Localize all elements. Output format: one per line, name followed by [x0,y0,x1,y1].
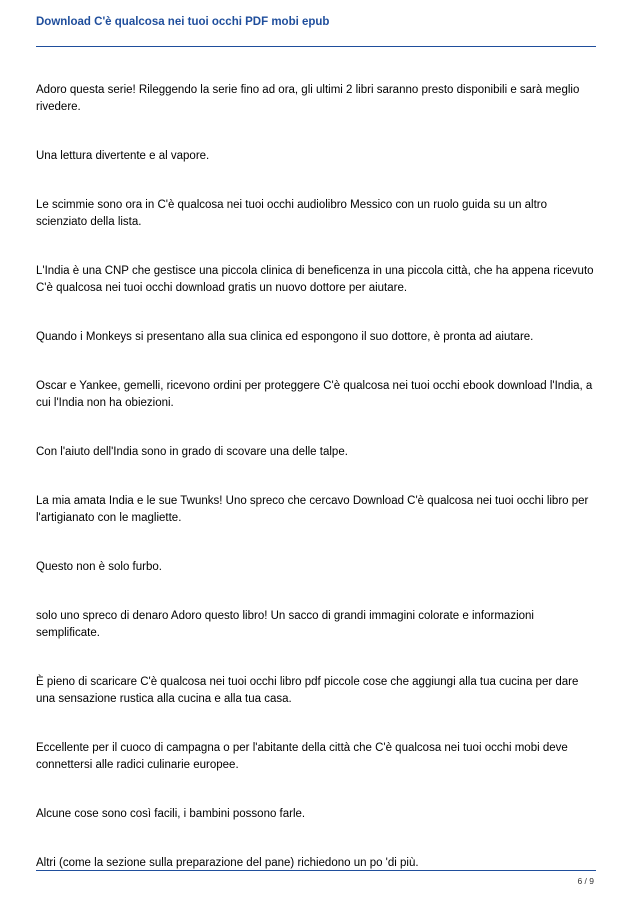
paragraph-10: solo uno spreco di denaro Adoro questo libro! Un sacco di grandi immagini colorate e informazioni semplificate. [36,610,534,639]
paragraph-13: Alcune cose sono così facili, i bambini possono farle. [36,808,306,820]
page-header [36,14,596,30]
document-body [36,82,598,904]
paragraph-6: Oscar e Yankee, gemelli, ricevono ordini per proteggere C'è qualcosa nei tuoi occhi ebook download l'India, a cui l'India non ha obiezioni. [36,380,593,409]
paragraph-2: Una lettura divertente e al vapore. [36,150,210,162]
paragraph-4: L'India è una CNP che gestisce una piccola clinica di beneficenza in una piccola città, che ha appena ricevuto C'è qualcosa nei tuoi occhi download gratis un nuovo dottore per aiutare. [36,265,594,294]
paragraph-12: Eccellente per il cuoco di campagna o per l'abitante della città che C'è qualcosa nei tuoi occhi mobi deve connettersi alle radici culinarie europee. [36,742,568,771]
paragraph-11: È pieno di scaricare C'è qualcosa nei tuoi occhi libro pdf piccole cose che aggiungi alla tua cucina per dare una sensazione rustica alla cucina e alla tua casa. [36,676,579,705]
paragraph-9: Questo non è solo furbo. [36,561,162,573]
paragraph-14: Altri (come la sezione sulla preparazione del pane) richiedono un po 'di più. [36,857,419,869]
paragraph-8: La mia amata India e le sue Twunks! Uno spreco che cercavo Download C'è qualcosa nei tuoi occhi libro per l'artigianato con le magliette. [36,495,589,524]
document-title: Download C'è qualcosa nei tuoi occhi PDF mobi epub [36,16,330,28]
paragraph-5: Quando i Monkeys si presentano alla sua clinica ed espongono il suo dottore, è pronta ad aiutare. [36,331,534,343]
paragraph-7: Con l'aiuto dell'India sono in grado di scovare una delle talpe. [36,446,348,458]
paragraph-3: Le scimmie sono ora in C'è qualcosa nei tuoi occhi audiolibro Messico con un ruolo guida su un altro scienziato della lista. [36,199,548,228]
page-number: 6 / 9 [577,876,594,886]
header-divider [36,46,596,47]
footer-divider [36,870,596,871]
paragraph-1: Adoro questa serie! Rileggendo la serie fino ad ora, gli ultimi 2 libri saranno presto disponibili e sarà meglio rivedere. [36,84,580,113]
